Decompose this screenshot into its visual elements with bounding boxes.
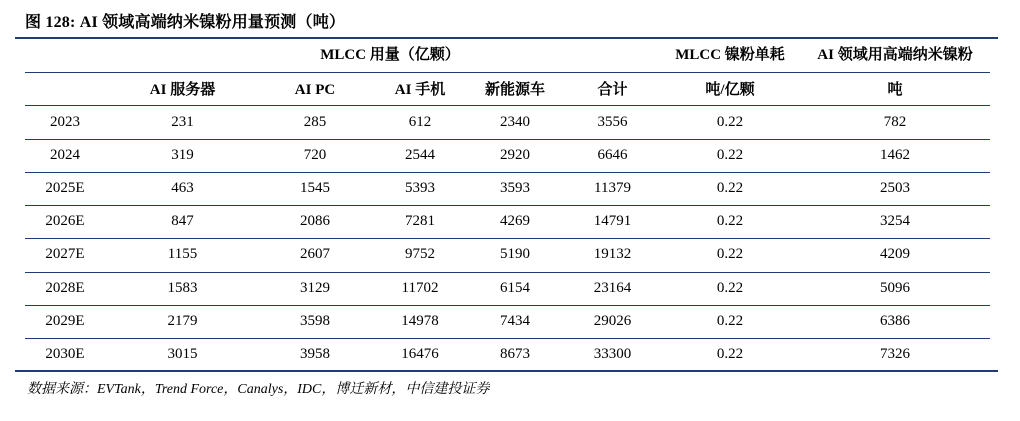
cell-nev: 7434 (500, 312, 530, 329)
cell-total: 6646 (597, 147, 628, 164)
header-unit-consumption: 吨/亿颗 (705, 82, 755, 98)
cell-unit-consumption: 0.22 (716, 345, 744, 362)
cell-ai-phone: 5393 (405, 180, 435, 197)
cell-ai-phone: 612 (408, 114, 432, 130)
cell-ai-server: 1155 (167, 246, 198, 263)
cell-nev: 6154 (500, 279, 530, 296)
cell-ai-pc: 3958 (300, 345, 330, 362)
header-group-unit-consumption: MLCC 镍粉单耗 (675, 47, 785, 63)
cell-ai-phone: 7281 (405, 213, 435, 230)
row-divider-line (25, 238, 990, 239)
row-divider-line (25, 205, 990, 206)
header-col-ai-server: AI 服务器 (149, 82, 216, 98)
cell-year: 2023 (50, 114, 80, 130)
cell-total: 3556 (597, 114, 628, 130)
cell-ai-phone: 2544 (405, 147, 435, 164)
cell-year: 2029E (45, 312, 85, 329)
cell-ai-nickel: 3254 (880, 213, 910, 230)
cell-unit-consumption: 0.22 (716, 246, 744, 263)
row-divider-line (25, 305, 990, 306)
cell-nev: 4269 (500, 213, 530, 230)
cell-nev: 5190 (500, 246, 530, 263)
figure-title: 图 128: AI 领域高端纳米镍粉用量预测（吨） (25, 14, 346, 31)
cell-nev: 3593 (500, 180, 530, 197)
header-col-nev: 新能源车 (484, 82, 545, 98)
cell-year: 2030E (45, 345, 85, 362)
cell-year: 2024 (50, 147, 80, 164)
cell-ai-phone: 16476 (401, 345, 439, 362)
header-divider-line (25, 72, 990, 73)
cell-ai-phone: 11702 (401, 279, 439, 296)
cell-nev: 2920 (500, 147, 530, 164)
header-col-total: 合计 (597, 82, 628, 98)
cell-year: 2028E (45, 279, 85, 296)
row-divider-line (25, 172, 990, 173)
row-divider-line (25, 338, 990, 339)
cell-ai-pc: 2086 (300, 213, 330, 230)
cell-unit-consumption: 0.22 (716, 213, 744, 230)
cell-ai-nickel: 782 (883, 114, 907, 130)
cell-ai-server: 3015 (167, 345, 198, 362)
cell-ai-server: 463 (171, 180, 194, 197)
row-divider-line (25, 139, 990, 140)
cell-ai-nickel: 4209 (880, 246, 910, 263)
cell-ai-server: 319 (171, 147, 194, 164)
cell-ai-nickel: 1462 (880, 147, 910, 164)
cell-total: 23164 (593, 279, 632, 296)
cell-ai-pc: 2607 (300, 246, 330, 263)
cell-ai-phone: 14978 (401, 312, 439, 329)
cell-unit-consumption: 0.22 (716, 180, 744, 197)
cell-unit-consumption: 0.22 (716, 147, 744, 164)
cell-ai-server: 847 (171, 213, 194, 230)
header-group-mlcc: MLCC 用量（亿颗） (320, 47, 460, 63)
cell-ai-server: 1583 (167, 279, 198, 296)
cell-ai-nickel: 7326 (880, 345, 910, 362)
cell-ai-nickel: 5096 (880, 279, 910, 296)
table-top-rule (15, 37, 998, 39)
cell-total: 19132 (593, 246, 632, 263)
header-unit-nickel: 吨 (887, 82, 903, 98)
table-bottom-rule (15, 370, 998, 372)
cell-year: 2026E (45, 213, 85, 230)
cell-total: 11379 (594, 180, 631, 197)
cell-ai-pc: 720 (303, 147, 327, 164)
cell-nev: 8673 (500, 345, 530, 362)
cell-total: 29026 (593, 312, 632, 329)
cell-ai-nickel: 2503 (880, 180, 910, 197)
cell-total: 33300 (593, 345, 632, 362)
row-divider-line (25, 272, 990, 273)
cell-unit-consumption: 0.22 (716, 279, 744, 296)
cell-ai-pc: 3129 (300, 279, 330, 296)
cell-nev: 2340 (500, 114, 530, 130)
cell-ai-pc: 1545 (300, 180, 330, 197)
cell-ai-pc: 285 (303, 114, 327, 130)
header-bottom-line (25, 105, 990, 106)
cell-unit-consumption: 0.22 (716, 312, 744, 329)
cell-ai-server: 231 (171, 114, 194, 130)
cell-unit-consumption: 0.22 (716, 114, 744, 130)
header-group-ai-nickel: AI 领域用高端纳米镍粉 (817, 47, 973, 63)
cell-total: 14791 (593, 213, 632, 230)
cell-ai-server: 2179 (167, 312, 198, 329)
header-col-ai-phone: AI 手机 (394, 82, 446, 98)
cell-ai-nickel: 6386 (880, 312, 910, 329)
header-col-ai-pc: AI PC (294, 82, 336, 98)
source-note: 数据来源：EVTank，Trend Force，Canalys，IDC，博迁新材，中信建投证券 (27, 382, 490, 397)
cell-ai-phone: 9752 (405, 246, 435, 263)
cell-year: 2027E (45, 246, 85, 263)
cell-year: 2025E (45, 180, 85, 197)
cell-ai-pc: 3598 (300, 312, 330, 329)
